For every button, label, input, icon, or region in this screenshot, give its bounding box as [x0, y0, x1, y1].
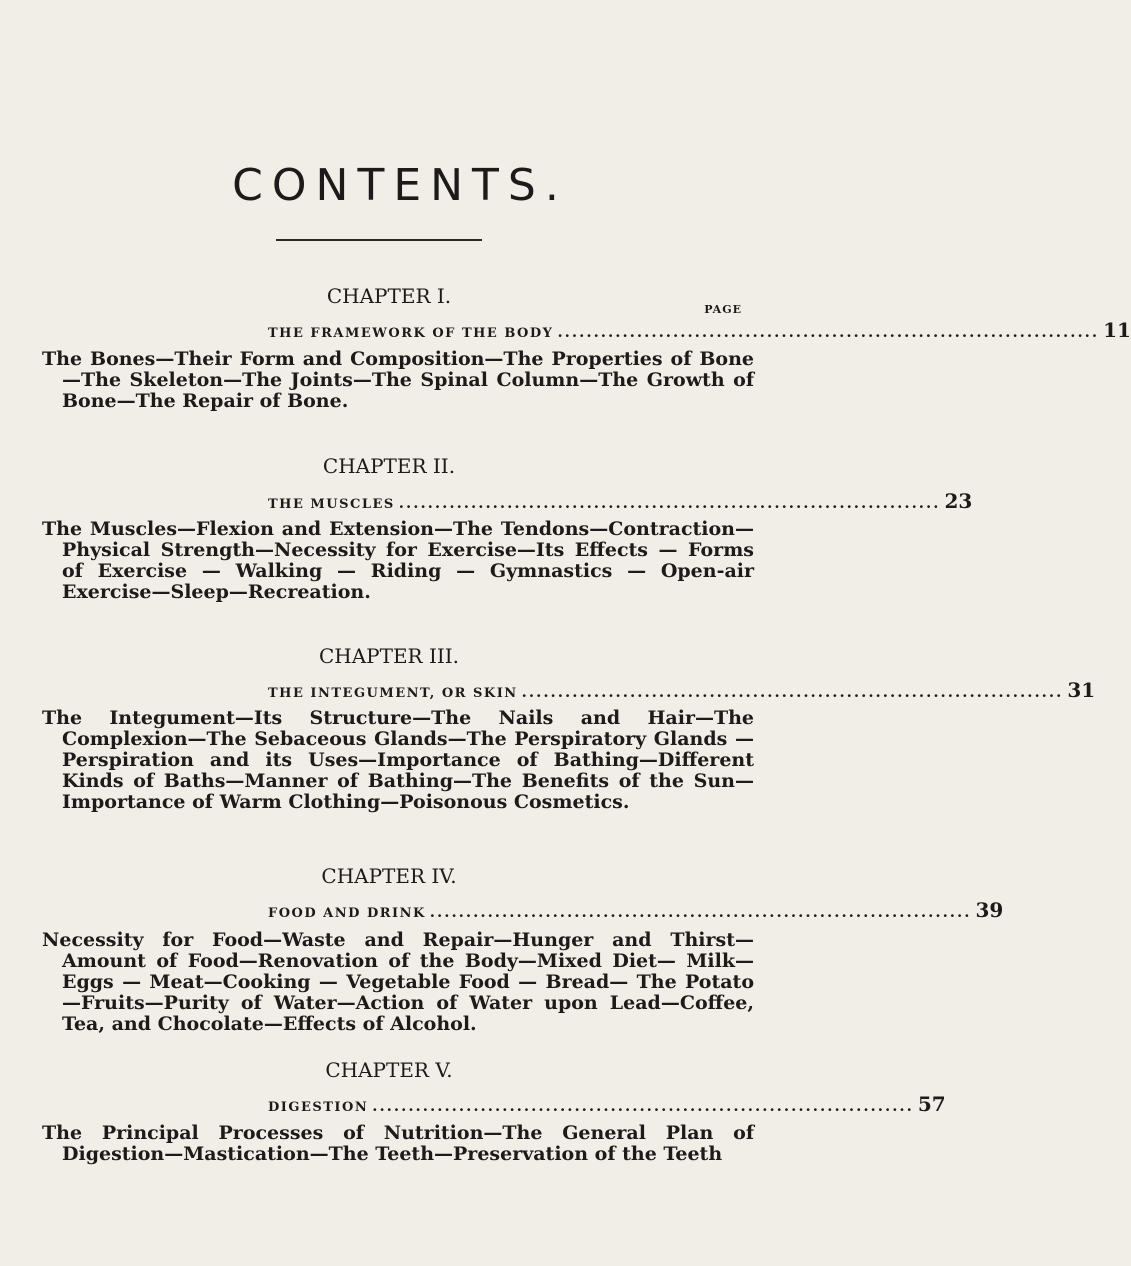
chapter-summary-3: The Integument—Its Structure—The Nails and Hair—The Complexion—The Sebaceous Glands—The Perspiratory Glands —Perspiration and its Uses—Importance of Bathing—Different Kinds of Baths—Manner of Bathing—The Benefits of the Sun—Importance of Warm Clothing—Poisonous Cosmetics. [42, 707, 754, 813]
chapter-heading-1: CHAPTER I. [326, 284, 452, 308]
chapter-summary-2: The Muscles—Flexion and Extension—The Tendons—Contraction—Physical Strength—Necessity for Exercise—Its Effects — Forms of Exercise — Walking — Riding — Gymnastics — Open-air Exercise—Sleep—Recreation. [42, 518, 754, 603]
toc-entry-title: THE INTEGUMENT, OR SKIN [268, 686, 518, 701]
chapter-heading-5: CHAPTER V. [325, 1058, 453, 1082]
dot-leader: ........................................................................... [372, 1097, 914, 1115]
toc-entry-2 [268, 489, 973, 513]
chapter-summary-5: The Principal Processes of Nutrition—The General Plan of Digestion—Mastication—The Teeth—Preservation of the Teeth [42, 1122, 754, 1165]
toc-page-number: 39 [975, 898, 1004, 922]
toc-entry-title: THE MUSCLES [268, 497, 395, 512]
chapter-summary-1: The Bones—Their Form and Composition—The Properties of Bone—The Skeleton—The Joints—The Spinal Column—The Growth of Bone—The Repair of Bone. [42, 348, 754, 412]
page-title: CONTENTS. [232, 160, 568, 211]
toc-entry-title: THE FRAMEWORK OF THE BODY [268, 326, 554, 341]
toc-entry-5 [268, 1092, 946, 1116]
dot-leader: ........................................................................... [557, 323, 1100, 341]
title-divider [276, 239, 482, 241]
toc-entry-3 [268, 678, 1096, 702]
chapter-heading-3: CHAPTER III. [318, 644, 460, 668]
toc-page-number: 31 [1067, 678, 1096, 702]
chapter-heading-2: CHAPTER II. [322, 454, 456, 478]
toc-entry-4 [268, 898, 1004, 922]
toc-page-number: 57 [917, 1092, 946, 1116]
dot-leader: ........................................................................... [398, 494, 941, 512]
toc-page-number: 11 [1103, 318, 1131, 342]
page-column-label: PAGE [704, 303, 742, 316]
toc-entry-title: DIGESTION [268, 1100, 369, 1115]
dot-leader: ........................................................................... [429, 903, 972, 921]
dot-leader: ........................................................................... [521, 683, 1064, 701]
chapter-summary-4: Necessity for Food—Waste and Repair—Hunger and Thirst— Amount of Food—Renovation of the Body—Mixed Diet— Milk—Eggs — Meat—Cooking — Vegetable Food — Bread— The Potato—Fruits—Purity of Water—Action of Water upon Lead—Coffee, Tea, and Chocolate—Effects of Alcohol. [42, 929, 754, 1035]
chapter-heading-4: CHAPTER IV. [321, 864, 457, 888]
toc-entry-title: FOOD AND DRINK [268, 906, 426, 921]
toc-page-number: 23 [944, 489, 973, 513]
toc-entry-1 [268, 318, 1131, 342]
